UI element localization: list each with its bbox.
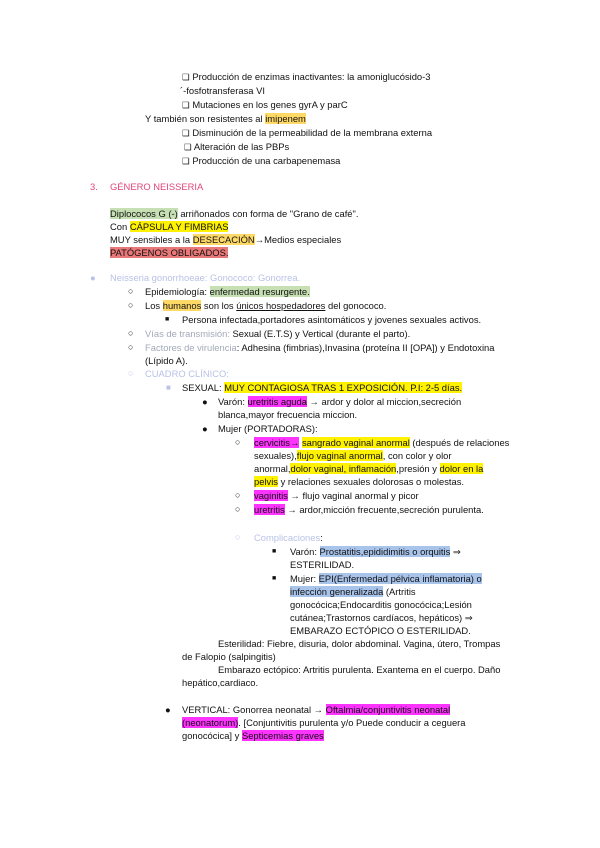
- neisseria-line-1: Diplococos G (-) arriñonados con forma de "Grano de café".: [110, 208, 359, 219]
- checkbox-icon: ❑: [182, 72, 190, 82]
- section-number: 3.: [90, 181, 98, 192]
- ectopic-line-cont: hepático,cardiaco.: [182, 677, 259, 688]
- cervicitis-line-4: pelvis y relaciones sexuales dolorosas o molestas.: [254, 476, 464, 487]
- circle-bullet-icon: ○: [128, 368, 134, 378]
- virulence-factors: Factores de virulencia: Adhesina (fimbrias),Invasina (proteína II [OPA]) y Endotoxina: [145, 342, 495, 353]
- mechanism-carbapenemase: ❑ Producción de una carbapenemasa: [182, 155, 341, 166]
- complication-female-3: gonocócica;Endocarditis gonocócica;Lesión: [290, 599, 472, 610]
- mechanism-pbps: ❑ Alteración de las PBPs: [184, 141, 290, 152]
- male-line: Varón: uretritis aguda → ardor y dolor al miccion,secreción: [218, 396, 462, 407]
- also-resistant-line: Y también son resistentes al imipenem: [145, 113, 306, 124]
- circle-bullet-icon: ○: [128, 300, 134, 310]
- mechanism-enzymes-cont: ´-fosfotransferasa VI: [180, 85, 265, 96]
- circle-bullet-icon: ○: [235, 490, 241, 500]
- mechanism-mutations: ❑ Mutaciones en los genes gyrA y parC: [182, 99, 348, 110]
- square-bullet-icon: ■: [272, 575, 277, 582]
- mechanism-permeability: ❑ Disminución de la permeabilidad de la membrana externa: [182, 127, 433, 138]
- vertical-line-3: gonocócica] y Septicemias graves: [182, 730, 324, 741]
- transmission-routes: Vías de transmisión: Sexual (E.T.S) y Vertical (durante el parto).: [145, 328, 411, 339]
- female-line: Mujer (PORTADORAS):: [218, 423, 318, 434]
- complication-female-5: EMBARAZO ECTÓPICO O ESTERILIDAD.: [290, 625, 471, 636]
- circle-bullet-icon: ○: [128, 342, 134, 352]
- sterility-line: Esterilidad: Fiebre, disuria, dolor abdominal. Vagina, útero, Trompas: [218, 638, 501, 649]
- epidemiology: Epidemiología: enfermedad resurgente.: [145, 286, 310, 297]
- bullet-icon: ●: [202, 396, 208, 407]
- carriers-line: Persona infectada,portadores asintomáticos y jovenes sexuales activos.: [182, 314, 482, 325]
- cervicitis-line-3: anormal,dolor vaginal, inflamación,presión y dolor en la: [254, 463, 484, 474]
- checkbox-icon: ❑: [182, 156, 190, 166]
- checkbox-icon: ❑: [182, 100, 190, 110]
- sexual-line: SEXUAL: MUY CONTAGIOSA TRAS 1 EXPOSICIÓN. P.I: 2-5 días.: [182, 382, 463, 393]
- circle-bullet-icon: ○: [235, 504, 241, 514]
- complications-heading: Complicaciones:: [254, 532, 323, 543]
- male-line-cont: blanca,mayor frecuencia miccion.: [218, 409, 358, 420]
- complication-male-cont: ESTERILIDAD.: [290, 559, 355, 570]
- urethritis-line: uretritis → ardor,micción frecuente,secreción purulenta.: [254, 504, 484, 515]
- neisseria-line-4: PATÓGENOS OBLIGADOS.: [110, 247, 229, 258]
- vertical-line-2: (neonatorum). [Conjuntivitis purulenta y/o Puede conducir a ceguera: [182, 717, 466, 728]
- square-bullet-icon: ■: [272, 548, 277, 555]
- neisseria-line-3: MUY sensibles a la DESECACIÓN→Medios especiales: [110, 234, 342, 245]
- neisseria-line-2: Con CÁPSULA Y FIMBRIAS: [110, 221, 229, 232]
- vaginitis-line: vaginitis → flujo vaginal anormal y picor: [254, 490, 419, 501]
- sterility-line-cont: de Falopio (salpingitis): [182, 651, 276, 662]
- circle-bullet-icon: ○: [128, 328, 134, 338]
- complication-male: Varón: Prostatitis,epididimitis o orquitis ⇒: [290, 546, 461, 557]
- checkbox-icon: ❑: [182, 128, 190, 138]
- ectopic-line: Embarazo ectópico: Artritis purulenta. Exantema en el cuerpo. Daño: [218, 664, 501, 675]
- clinical-heading: CUADRO CLÍNICO:: [145, 368, 229, 379]
- complication-female-4: cutánea;Trastornos cardíacos, hepáticos) ⇒: [290, 612, 473, 623]
- bullet-icon: ●: [202, 423, 208, 434]
- square-bullet-icon: ■: [165, 316, 170, 323]
- virulence-factors-cont: (Lípido A).: [145, 355, 188, 366]
- circle-bullet-icon: ○: [235, 437, 241, 447]
- complication-female: Mujer: EPI(Enfermedad pélvica inflamatoria) o: [290, 573, 482, 584]
- complication-female-2: infección generalizada (Artritis: [290, 586, 416, 597]
- cervicitis-line-2: sexuales),flujo vaginal anormal, con color y olor: [254, 450, 452, 461]
- gono-title: Neisseria gonorrhoeae: Gonococo: Gonorrea.: [110, 272, 301, 283]
- circle-bullet-icon: ○: [128, 286, 134, 296]
- hosts-line: Los humanos son los únicos hospedadores del gonococo.: [145, 300, 387, 311]
- cervicitis-line: cervicitis→ sangrado vaginal anormal (después de relaciones: [254, 437, 510, 448]
- bullet-icon: ●: [90, 272, 96, 283]
- section-title: GÉNERO NEISSERIA: [110, 181, 204, 192]
- circle-bullet-icon: ○: [235, 532, 241, 542]
- mechanism-enzymes: ❑ Producción de enzimas inactivantes: la amoniglucósido-3: [182, 71, 431, 82]
- checkbox-icon: ❑: [184, 142, 192, 152]
- vertical-line: VERTICAL: Gonorrea neonatal → Oftalmia/conjuntivitis neonatal: [182, 704, 451, 715]
- bullet-icon: ●: [165, 704, 171, 715]
- square-bullet-icon: ■: [166, 383, 171, 392]
